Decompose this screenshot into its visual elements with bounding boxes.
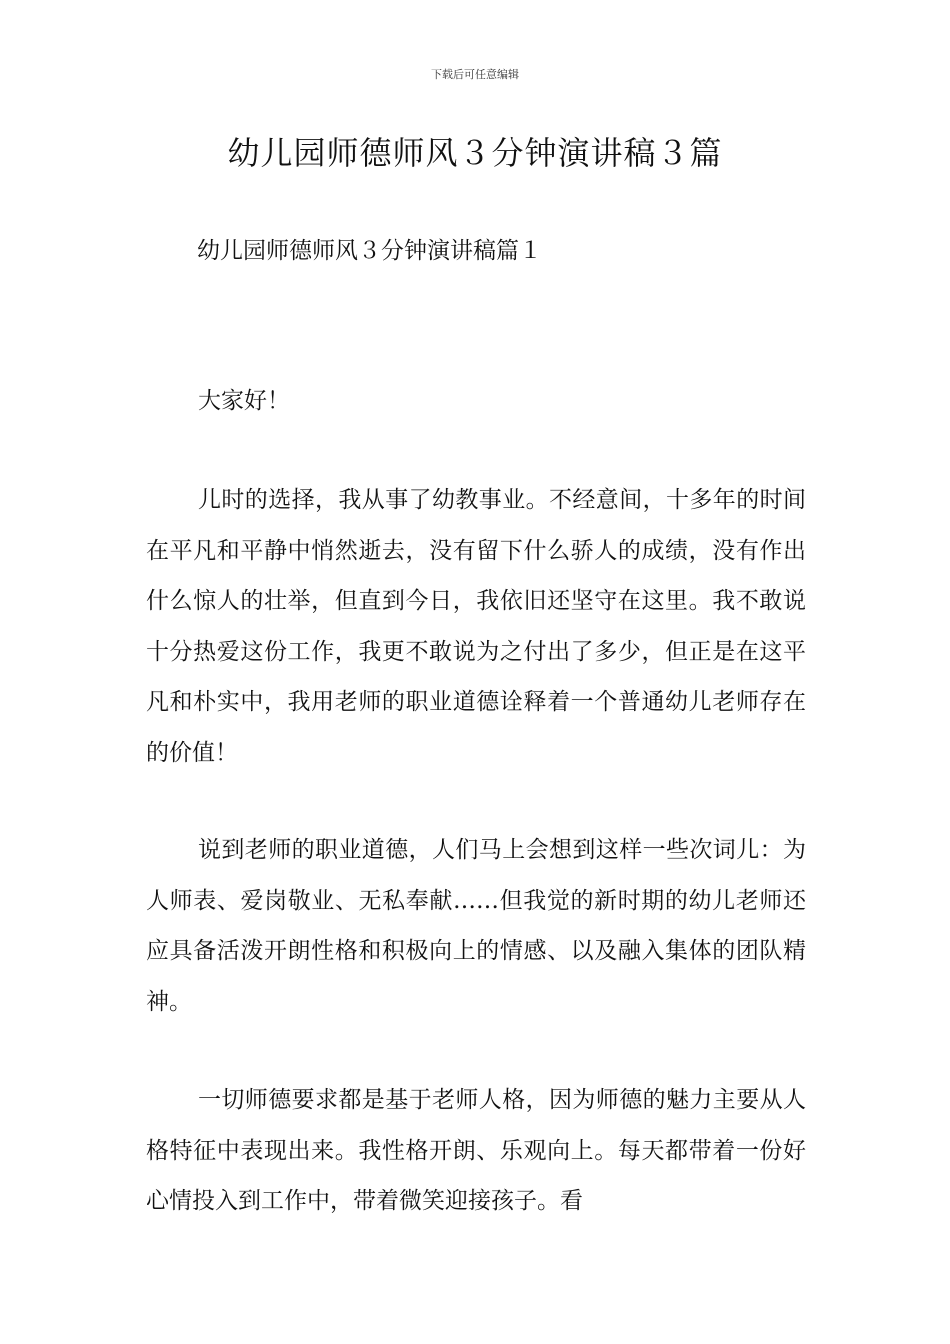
body-paragraph-2: 说到老师的职业道德，人们马上会想到这样一些次词儿：为人师表、爱岗敬业、无私奉献……但我觉的新时期的幼儿老师还应具备活泼开朗性格和积极向上的情感、以及融入集体的团队精神。 xyxy=(146,837,806,1015)
section-heading: 幼儿园师德师风３分钟演讲稿篇１ xyxy=(197,238,542,264)
document-title: 幼儿园师德师风３分钟演讲稿３篇 xyxy=(227,134,723,172)
greeting-paragraph: 大家好！ xyxy=(198,388,290,414)
body-paragraph-3: 一切师德要求都是基于老师人格，因为师德的魅力主要从人格特征中表现出来。我性格开朗、乐观向上。每天都带着一份好心情投入到工作中，带着微笑迎接孩子。看 xyxy=(146,1087,806,1214)
body-paragraph-1: 儿时的选择，我从事了幼教事业。不经意间，十多年的时间在平凡和平静中悄然逝去，没有留下什么骄人的成绩，没有作出什么惊人的壮举，但直到今日，我依旧还坚守在这里。我不敢说十分热爱这份工作，我更不敢说为之付出了多少，但正是在这平凡和朴实中，我用老师的职业道德诠释着一个普通幼儿老师存在的价值！ xyxy=(146,487,806,766)
header-note: 下载后可任意编辑 xyxy=(431,68,519,81)
